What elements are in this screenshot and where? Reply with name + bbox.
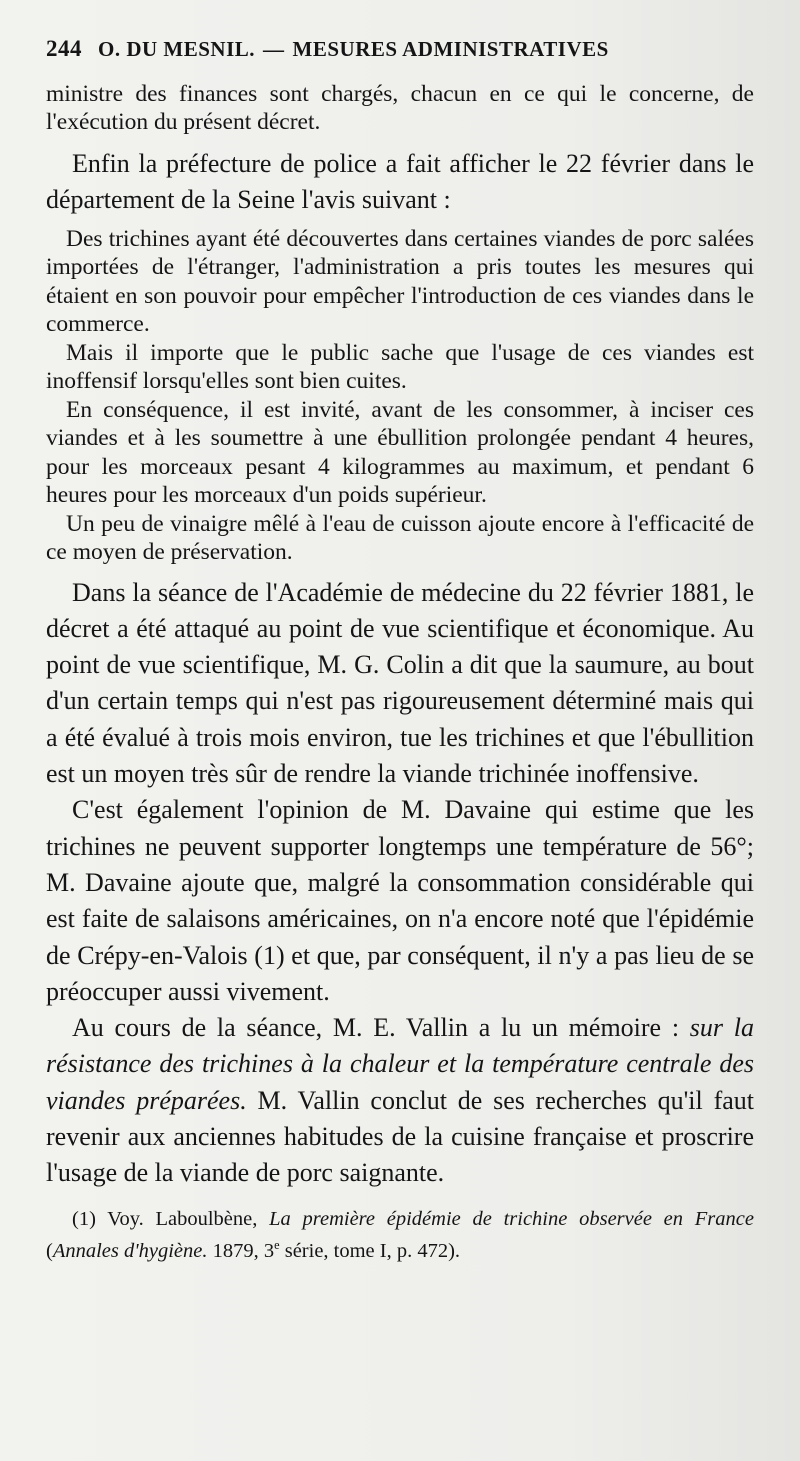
running-header [46,36,754,80]
header-separator: — [263,37,285,61]
vallin-lead: Au cours de la séance, M. E. Vallin a lu un mémoire : [72,1013,690,1043]
footnote-lead: Voy. Laboulbène, [107,1207,270,1230]
page-number: 244 [46,36,82,61]
paragraph-vallin [46,1010,754,1191]
paragraph-academie: Dans la séance de l'Académie de médecine du 22 février 1881, le décret a été attaqué au point de vue scientifique et économique. Au point de vue scientifique, M. G. Colin a dit que la saumure, au bout d'un certain temps qui n'est pas rigoureusement déterminé mais qui a été évalué à trois mois environ, tue les trichines et que l'ébullition est un moyen très sûr de rendre la viande trichinée inoffensive. [46,577,754,789]
notice-paragraph-1: Des trichines ayant été découvertes dans certaines viandes de porc salées importées de l'étranger, l'administration a pris toutes les mesures qui étaient en son pouvoir pour empêcher l'introduction de ces viandes dans le commerce. [46,225,754,338]
footnote-mid: ( [46,1239,53,1262]
footnote-year: 1879, 3 [207,1239,275,1262]
footnote [46,1206,754,1264]
footnote-journal: Annales d'hygiène. [52,1239,208,1262]
memoire-title: sur la résistance des trichines à la chaleur et la température centrale des viandes préparées. [46,1013,754,1115]
notice-paragraph-3: En conséquence, il est invité, avant de les consommer, à inciser ces viandes et à les soumettre à une ébullition prolongée pendant 4 heures, pour les morceaux pesant 4 kilogrammes au maximum, et pendant 6 heures pour les morceaux d'un poids supérieur. [46,396,754,509]
notice-paragraph-4: Un peu de vinaigre mêlé à l'eau de cuisson ajoute encore à l'efficacité de ce moyen de préservation. [46,510,754,566]
paragraph-prefecture: Enfin la préfecture de police a fait afficher le 22 février dans le département de la Seine l'avis suivant : [46,149,754,215]
prefecture-notice [46,225,754,567]
paragraph-davaine: C'est également l'opinion de M. Davaine qui estime que les trichines ne peuvent supporter longtemps une température de 56°; M. Davaine ajoute que, malgré la consommation considérable qui est faite de salaisons américaines, on n'a encore noté que l'épidémie de Crépy-en-Valois (1) et que, par conséquent, il n'y a pas lieu de se préoccuper aussi vivement. [46,795,754,1006]
footnote-work-title: La première épidémie de trichine observée en France [269,1207,754,1230]
footnote-sup: e [274,1237,280,1252]
vallin-tail: M. Vallin conclut de ses recherches qu'il faut revenir aux anciennes habitudes de la cuisine française et proscrire l'usage de la viande de porc saignante. [46,1085,754,1188]
header-title: MESURES ADMINISTRATIVES [292,37,609,61]
paragraph-continuation: ministre des finances sont chargés, chacun en ce qui le concerne, de l'exécution du présent décret. [46,81,754,135]
footnote-marker: (1) [72,1207,96,1230]
header-author: O. DU MESNIL. [98,37,256,61]
footnote-tail: série, tome I, p. 472). [279,1239,461,1262]
notice-paragraph-2: Mais il importe que le public sache que l'usage de ces viandes est inoffensif lorsqu'elles sont bien cuites. [46,339,754,395]
